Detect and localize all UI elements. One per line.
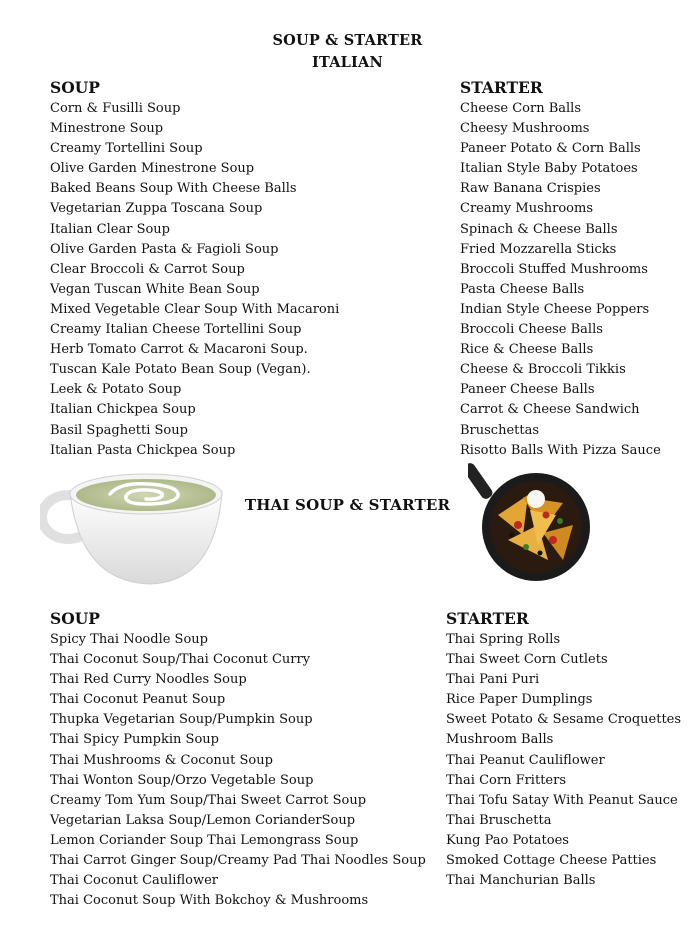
list-item: Italian Chickpea Soup xyxy=(50,402,196,418)
list-item: Thai Bruschetta xyxy=(446,812,552,828)
thai-starter-title: STARTER xyxy=(446,609,529,628)
thai-starter-column xyxy=(446,608,681,891)
list-item: Italian Pasta Chickpea Soup xyxy=(50,442,236,458)
list-item: Cheese & Broccoli Tikkis xyxy=(460,362,626,378)
list-item: Spicy Thai Noodle Soup xyxy=(50,632,208,647)
list-item: Minestrone Soup xyxy=(50,121,164,137)
list-item: Raw Banana Crispies xyxy=(460,181,601,197)
list-item: Creamy Mushrooms xyxy=(460,201,594,217)
list-item: Paneer Potato & Corn Balls xyxy=(460,141,641,157)
list-item: Paneer Cheese Balls xyxy=(460,382,595,398)
thai-soup-list xyxy=(50,630,426,911)
list-item: Thai Tofu Satay With Peanut Sauce xyxy=(446,792,678,808)
list-item: Clear Broccoli & Carrot Soup xyxy=(50,261,245,277)
list-item: Italian Clear Soup xyxy=(50,221,171,237)
list-item: Thai Corn Fritters xyxy=(446,772,566,788)
list-item: Vegetarian Laksa Soup/Lemon CorianderSoup xyxy=(50,812,356,828)
list-item: Fried Mozzarella Sticks xyxy=(460,241,617,257)
list-item: Corn & Fusilli Soup xyxy=(50,101,181,116)
list-item: Thai Sweet Corn Cutlets xyxy=(446,652,608,668)
list-item: Thai Spring Rolls xyxy=(446,632,561,647)
list-item: Broccoli Cheese Balls xyxy=(460,322,603,338)
list-item: Thai Coconut Cauliflower xyxy=(50,873,218,889)
italian-starter-list xyxy=(460,99,661,461)
list-item: Thai Spicy Pumpkin Soup xyxy=(50,732,219,748)
list-item: Smoked Cottage Cheese Patties xyxy=(446,853,657,869)
list-item: Indian Style Cheese Poppers xyxy=(460,301,650,317)
list-item: Carrot & Cheese Sandwich xyxy=(460,402,640,418)
list-item: Cheesy Mushrooms xyxy=(460,121,590,137)
italian-starter-column xyxy=(460,77,661,461)
list-item: Creamy Tom Yum Soup/Thai Sweet Carrot Soup xyxy=(50,792,367,808)
list-item: Mixed Vegetable Clear Soup With Macaroni xyxy=(50,301,340,317)
list-item: Cheese Corn Balls xyxy=(460,101,581,116)
list-item: Thai Wonton Soup/Orzo Vegetable Soup xyxy=(50,772,314,788)
list-item: Rice Paper Dumplings xyxy=(446,692,593,708)
list-item: Kung Pao Potatoes xyxy=(446,832,569,848)
list-item: Sweet Potato & Sesame Croquettes xyxy=(446,712,682,728)
list-item: Mushroom Balls xyxy=(446,732,554,748)
list-item: Tuscan Kale Potato Bean Soup (Vegan). xyxy=(50,362,311,378)
list-item: Thupka Vegetarian Soup/Pumpkin Soup xyxy=(50,712,313,728)
list-item: Italian Style Baby Potatoes xyxy=(460,161,638,177)
list-item: Risotto Balls With Pizza Sauce xyxy=(460,442,661,458)
thai-soup-column xyxy=(50,608,426,911)
list-item: Lemon Coriander Soup Thai Lemongrass Soup xyxy=(50,832,359,848)
list-item: Thai Carrot Ginger Soup/Creamy Pad Thai Noodles Soup xyxy=(50,853,426,869)
list-item: Thai Coconut Soup With Bokchoy & Mushrooms xyxy=(50,893,369,909)
list-item: Vegetarian Zuppa Toscana Soup xyxy=(50,201,263,217)
thai-soup-title: SOUP xyxy=(50,609,100,628)
list-item: Thai Pani Puri xyxy=(446,672,540,688)
list-item: Thai Coconut Soup/Thai Coconut Curry xyxy=(50,652,311,668)
list-item: Creamy Tortellini Soup xyxy=(50,141,203,157)
list-item: Olive Garden Minestrone Soup xyxy=(50,161,255,177)
list-item: Basil Spaghetti Soup xyxy=(50,422,188,438)
heading-soup-starter: SOUP & STARTER xyxy=(272,32,423,49)
heading-italian: ITALIAN xyxy=(312,54,383,71)
list-item: Vegan Tuscan White Bean Soup xyxy=(50,281,260,297)
list-item: Thai Red Curry Noodles Soup xyxy=(50,672,247,688)
heading-thai: THAI SOUP & STARTER xyxy=(244,496,451,514)
list-item: Spinach & Cheese Balls xyxy=(460,221,618,237)
list-item: Thai Peanut Cauliflower xyxy=(446,752,605,768)
nachos-skillet-image xyxy=(468,455,598,585)
list-item: Thai Mushrooms & Coconut Soup xyxy=(50,752,273,768)
list-item: Creamy Italian Cheese Tortellini Soup xyxy=(50,322,302,338)
list-item: Olive Garden Pasta & Fagioli Soup xyxy=(50,241,279,257)
list-item: Pasta Cheese Balls xyxy=(460,281,585,297)
list-item: Broccoli Stuffed Mushrooms xyxy=(460,261,648,277)
list-item: Bruschettas xyxy=(460,422,540,438)
list-item: Thai Coconut Peanut Soup xyxy=(50,692,226,708)
list-item: Thai Manchurian Balls xyxy=(446,873,596,889)
soup-cup-image xyxy=(40,472,225,587)
italian-soup-column xyxy=(50,77,339,461)
italian-starter-title: STARTER xyxy=(460,78,543,97)
list-item: Baked Beans Soup With Cheese Balls xyxy=(50,181,297,197)
list-item: Herb Tomato Carrot & Macaroni Soup. xyxy=(50,342,308,358)
list-item: Leek & Potato Soup xyxy=(50,382,182,398)
italian-soup-list xyxy=(50,99,339,461)
thai-starter-list xyxy=(446,630,681,891)
list-item: Rice & Cheese Balls xyxy=(460,342,594,358)
italian-soup-title: SOUP xyxy=(50,78,100,97)
